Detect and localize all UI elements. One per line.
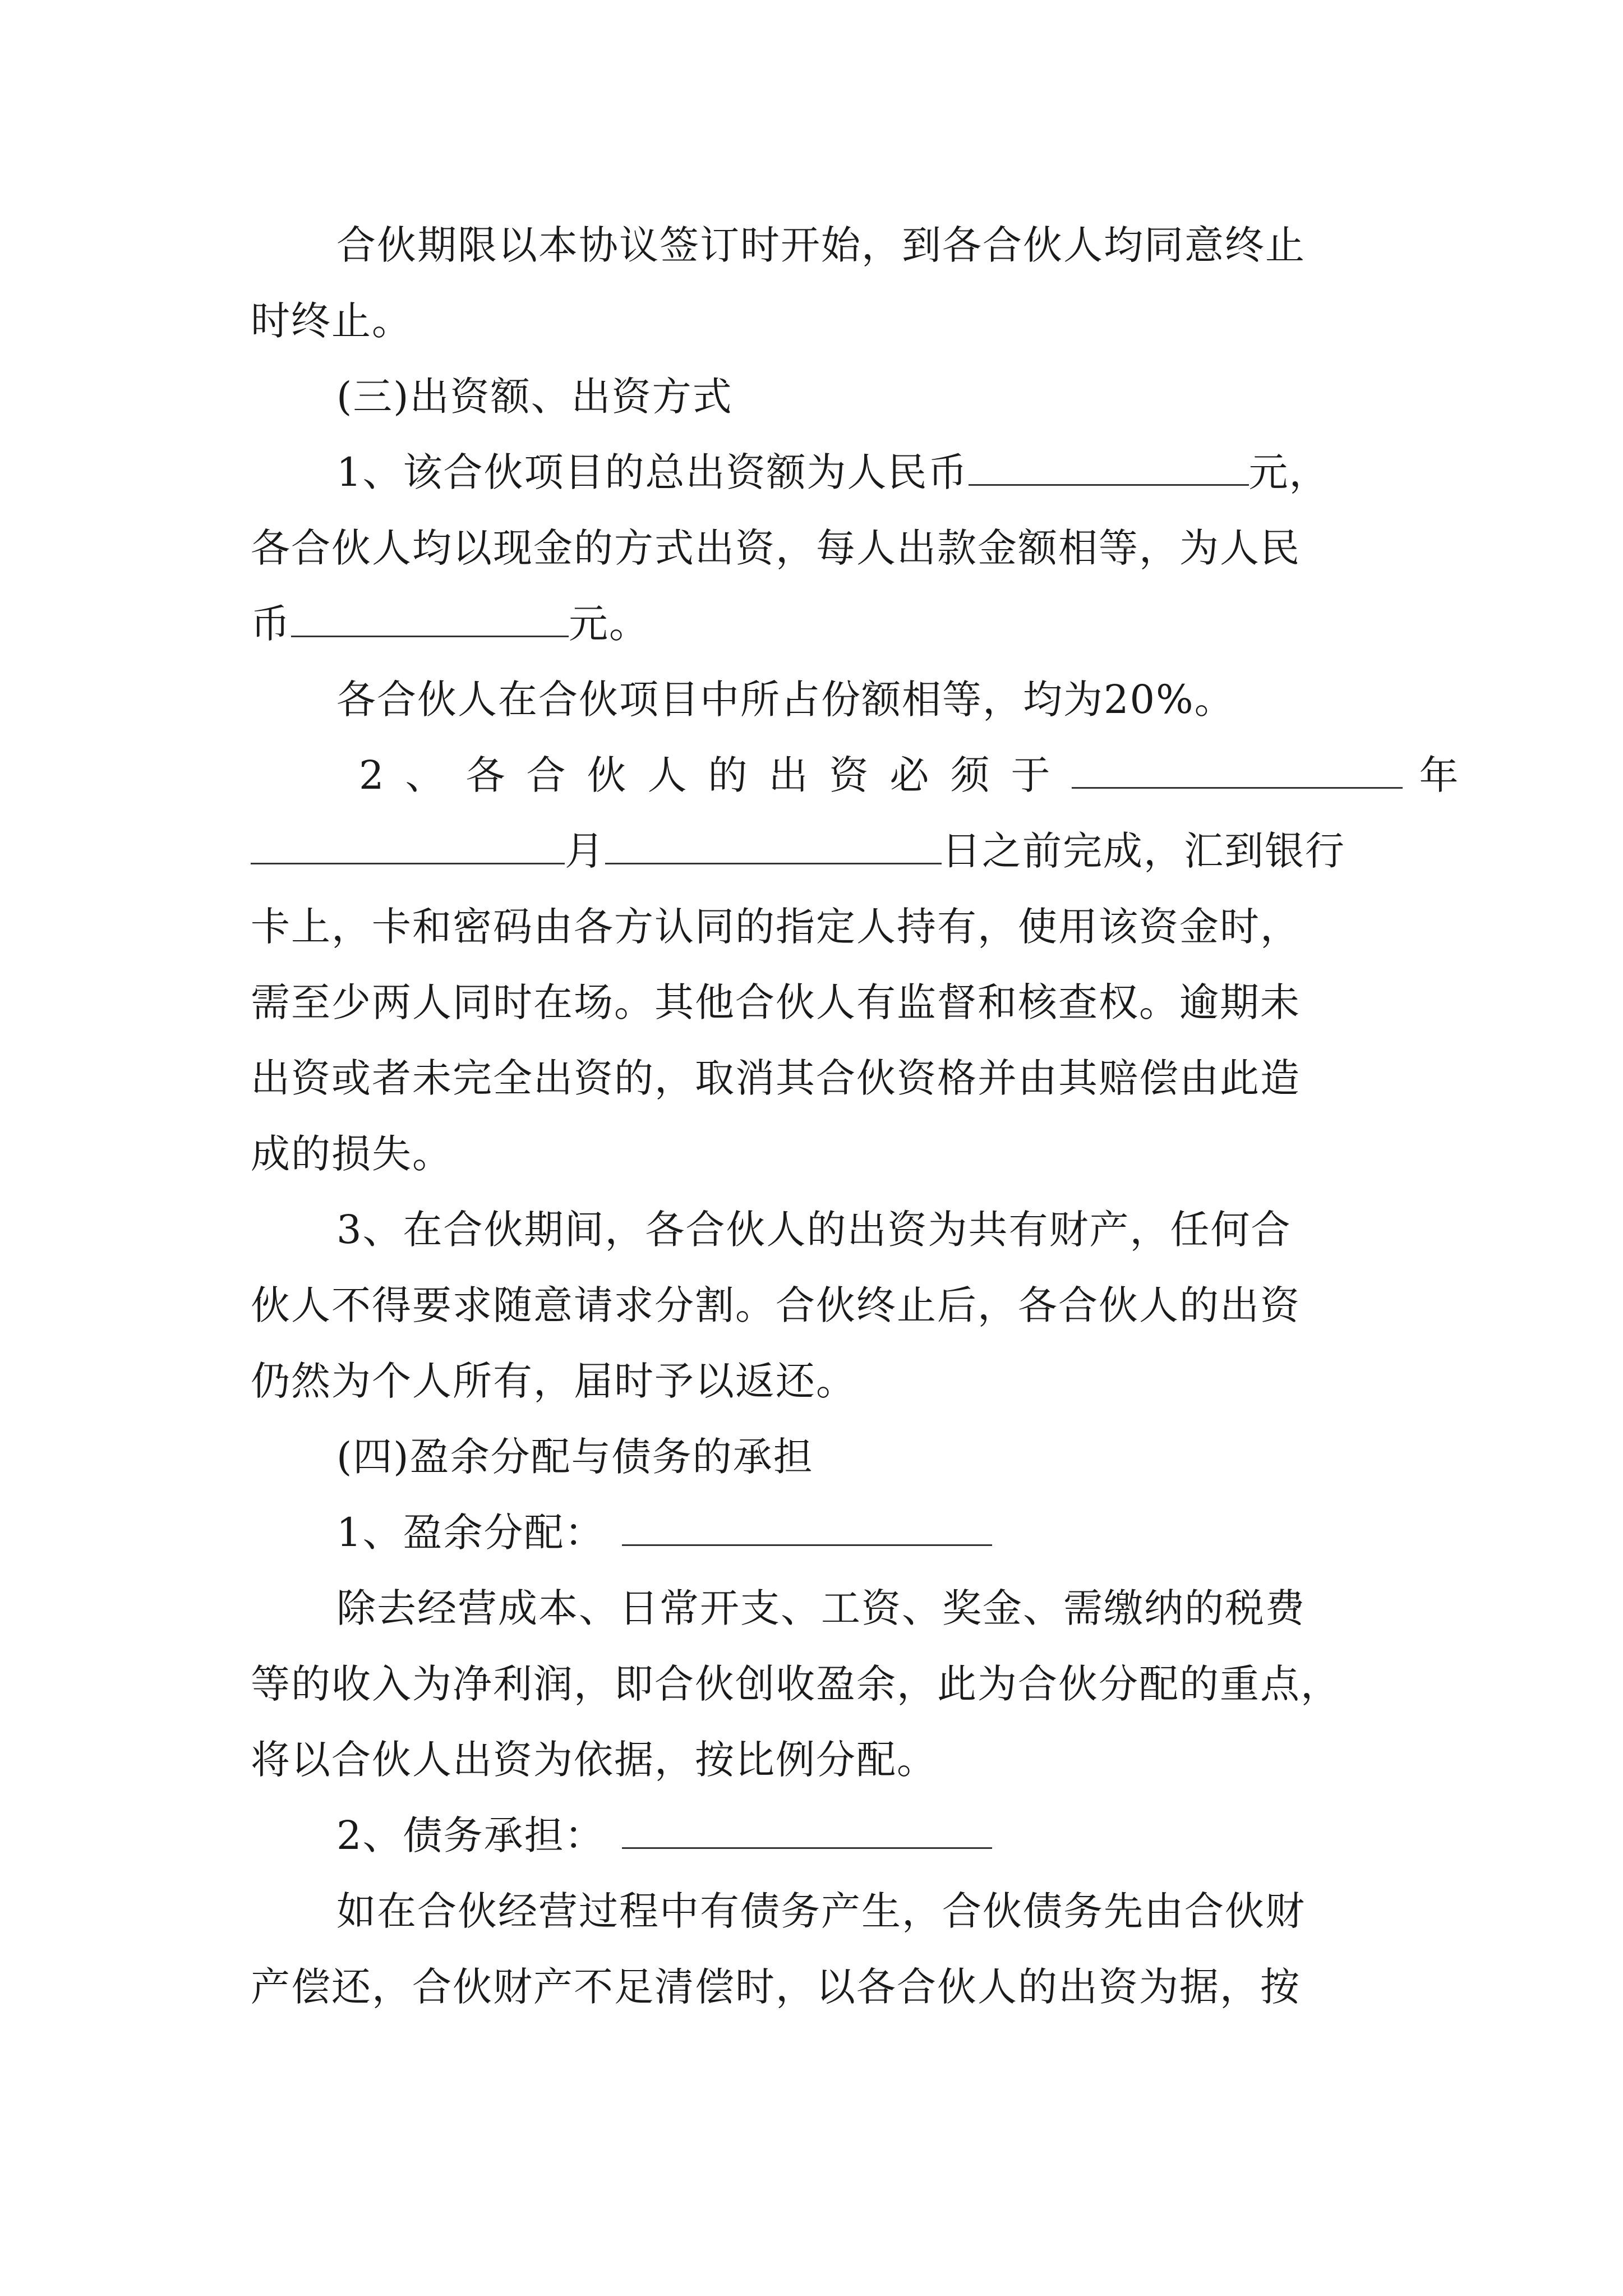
section-heading: (三)出资额、出资方式 [336, 374, 733, 420]
paragraph-line: 需至少两人同时在场。其他合伙人有监督和核查权。逾期未 [251, 979, 1301, 1025]
paragraph-line: 各合伙人在合伙项目中所占份额相等，均为20%。 [336, 677, 1235, 723]
paragraph-line [251, 826, 1384, 876]
text-segment: 日之前完成，汇到银行 [942, 828, 1345, 874]
text-segment: 元， [1248, 449, 1330, 495]
paragraph-line [336, 1507, 1385, 1558]
section-heading: (四)盈余分配与债务的承担 [336, 1434, 814, 1480]
text-segment: 元。 [569, 601, 649, 647]
blank-field [622, 1510, 992, 1546]
paragraph-line [336, 447, 1385, 498]
paragraph-line: 合伙期限以本协议签订时开始，到各合伙人均同意终止 [336, 222, 1306, 268]
blank-field [969, 449, 1249, 486]
paragraph-line [251, 599, 1384, 649]
paragraph-line: 卡上，卡和密码由各方认同的指定人持有，使用该资金时， [251, 904, 1301, 950]
text-segment: 1、盈余分配： [336, 1510, 605, 1556]
blank-field [251, 828, 565, 864]
blank-field [291, 601, 569, 637]
paragraph-line [359, 750, 1460, 800]
paragraph-line: 除去经营成本、日常开支、工资、奖金、需缴纳的税费 [336, 1585, 1306, 1631]
paragraph-line: 仍然为个人所有，届时予以返还。 [251, 1358, 856, 1404]
paragraph-line: 出资或者未完全出资的，取消其合伙资格并由其赔偿由此造 [251, 1055, 1301, 1101]
text-segment: 月 [565, 828, 605, 874]
blank-field [622, 1812, 992, 1849]
paragraph-line: 产偿还，合伙财产不足清偿时，以各合伙人的出资为据，按 [251, 1964, 1301, 2010]
paragraph-line: 伙人不得要求随意请求分割。合伙终止后，各合伙人的出资 [251, 1282, 1301, 1328]
blank-field [1072, 752, 1403, 789]
text-segment: 1、该合伙项目的总出资额为人民币 [336, 449, 969, 495]
paragraph-line: 各合伙人均以现金的方式出资，每人出款金额相等，为人民 [251, 525, 1301, 571]
paragraph-line [336, 1810, 1385, 1861]
paragraph-line: 3、在合伙期间，各合伙人的出资为共有财产，任何合 [336, 1207, 1292, 1253]
blank-field [605, 828, 942, 864]
paragraph-line: 等的收入为净利润，即合伙创收盈余，此为合伙分配的重点， [251, 1661, 1341, 1707]
text-segment: 2、各合伙人的出资必须于 [359, 752, 1072, 798]
paragraph-line: 如在合伙经营过程中有债务产生，合伙债务先由合伙财 [336, 1888, 1306, 1934]
paragraph-line: 成的损失。 [251, 1131, 453, 1177]
text-segment: 2、债务承担： [336, 1812, 605, 1858]
paragraph-line: 时终止。 [251, 298, 412, 344]
text-segment: 币 [251, 601, 291, 647]
text-segment: 年 [1419, 752, 1460, 798]
paragraph-line: 将以合伙人出资为依据，按比例分配。 [251, 1737, 937, 1783]
